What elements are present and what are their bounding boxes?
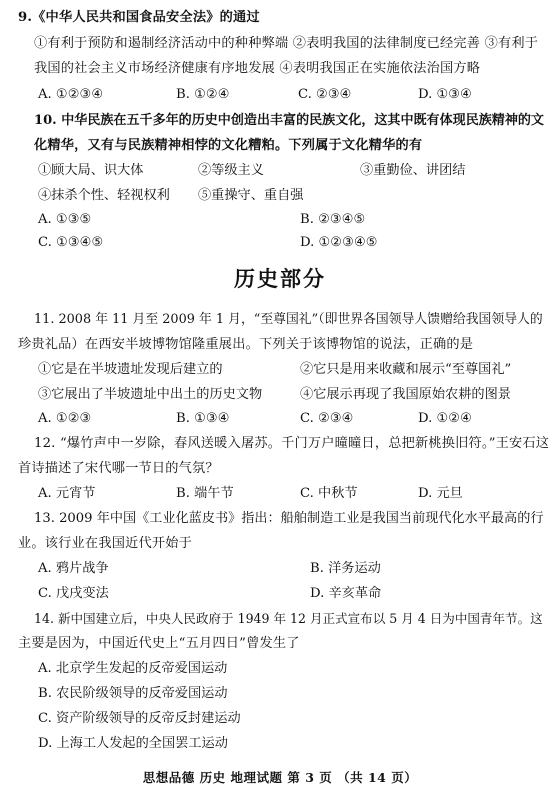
q11-option-a: A. ①②③ bbox=[38, 411, 92, 426]
q13-option-b: B. 洋务运动 bbox=[310, 561, 381, 576]
q10-option-d: D. ①②③④⑤ bbox=[300, 235, 378, 250]
q10-option-b: B. ②③④⑤ bbox=[300, 212, 366, 227]
q11-item-3: ③它展出了半坡遗址中出土的历史文物 bbox=[38, 387, 263, 402]
q11-line2: 珍贵礼品）在西安半坡博物馆隆重展出。下列关于该博物馆的说法，正确的是 bbox=[18, 337, 474, 352]
q10-option-a: A. ①③⑤ bbox=[38, 212, 92, 227]
q12-option-d: D. 元旦 bbox=[418, 486, 463, 501]
q12-option-b: B. 端午节 bbox=[176, 486, 234, 501]
q10-line2: 化精华，又有与民族精神相悖的文化糟粕。下列属于文化精华的有 bbox=[34, 138, 423, 153]
q11-item-4: ④它展示再现了我国原始农耕的图景 bbox=[300, 387, 511, 402]
q11-option-d: D. ①②④ bbox=[418, 411, 472, 426]
q13-line2: 业。该行业在我国近代开始于 bbox=[18, 536, 193, 551]
q14-line2: 主要是因为，中国近代史上“五月四日”曾发生了 bbox=[18, 636, 300, 651]
q11-line1: 11. 2008 年 11 月至 2009 年 1 月，“至尊国礼”（即世界各国领导人馈赠给我国领导人的 bbox=[34, 312, 543, 327]
q12-line2: 首诗描述了宋代哪一节日的气氛？ bbox=[18, 461, 219, 476]
q9-line2: 我国的社会主义市场经济健康有序地发展 ④表明我国正在实施依法治国方略 bbox=[34, 61, 481, 76]
q13-option-d: D. 辛亥革命 bbox=[310, 586, 382, 601]
q11-item-1: ①它是在半坡遗址发现后建立的 bbox=[38, 362, 223, 377]
q10-item-3: ③重勤俭、讲团结 bbox=[360, 163, 466, 178]
q9-stem: 9.《中华人民共和国食品安全法》的通过 bbox=[18, 10, 260, 25]
q13-option-c: C. 戊戌变法 bbox=[38, 586, 109, 601]
page-footer: 思想品德 历史 地理试题 第 3 页 （共 14 页） bbox=[142, 770, 418, 785]
section-title: 历史部分 bbox=[234, 266, 326, 291]
q10-item-1: ①顾大局、识大体 bbox=[38, 163, 144, 178]
q9-line1: ①有利于预防和遏制经济活动中的种种弊端 ②表明我国的法律制度已经完善 ③有利于 bbox=[34, 36, 539, 51]
q13-line1: 13. 2009 年中国《工业化蓝皮书》指出：船舶制造工业是我国当前现代化水平最高的行 bbox=[34, 511, 544, 526]
q14-line1: 14. 新中国建立后，中央人民政府于 1949 年 12 月正式宣布以 5 月 4 日为中国青年节。这 bbox=[34, 611, 543, 626]
q9-option-d: D. ①③④ bbox=[418, 87, 472, 102]
q11-option-c: C. ②③④ bbox=[300, 411, 354, 426]
q12-option-c: C. 中秋节 bbox=[300, 486, 358, 501]
q10-item-5: ⑤重操守、重自强 bbox=[198, 188, 304, 203]
q12-option-a: A. 元宵节 bbox=[38, 486, 96, 501]
q9-option-a: A. ①②③④ bbox=[38, 87, 104, 102]
q14-option-d: D. 上海工人发起的全国罢工运动 bbox=[38, 736, 228, 751]
q10-item-4: ④抹杀个性、轻视权利 bbox=[38, 188, 170, 203]
q12-line1: 12. “爆竹声中一岁除，春风送暖入屠苏。千门万户曈曈日，总把新桃换旧符。”王安石这 bbox=[34, 436, 550, 451]
q14-option-a: A. 北京学生发起的反帝爱国运动 bbox=[38, 661, 228, 676]
q14-option-c: C. 资产阶级领导的反帝反封建运动 bbox=[38, 711, 241, 726]
q9-option-b: B. ①②④ bbox=[176, 87, 230, 102]
q13-option-a: A. 鸦片战争 bbox=[38, 561, 109, 576]
q11-option-b: B. ①③④ bbox=[176, 411, 230, 426]
q9-option-c: C. ②③④ bbox=[298, 87, 352, 102]
q14-option-b: B. 农民阶级领导的反帝爱国运动 bbox=[38, 686, 228, 701]
q10-line1: 10. 中华民族在五千多年的历史中创造出丰富的民族文化，这其中既有体现民族精神的文 bbox=[34, 113, 544, 128]
q10-item-2: ②等级主义 bbox=[198, 163, 264, 178]
q10-option-c: C. ①③④⑤ bbox=[38, 235, 104, 250]
q11-item-2: ②它只是用来收藏和展示“至尊国礼” bbox=[300, 362, 512, 377]
